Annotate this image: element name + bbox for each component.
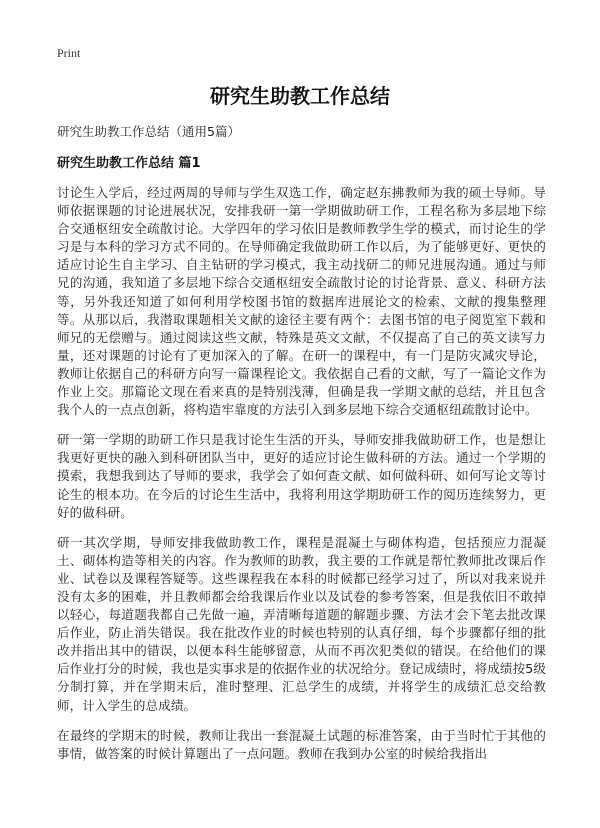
document-subtitle: 研究生助教工作总结（通用5篇） <box>57 124 240 139</box>
paragraph: 研一其次学期，导师安排我做助教工作，课程是混凝土与砌体构造，包括预应力混凝土、砌体构造等相关的内容。作为教师的助教，我主要的工作就是帮忙教师批改课后作业、试卷以及课程答疑等。这些课程我在本科的时候都已经学习过了，所以对我来说并没有太多的困难，并且教师都会给我课后作业以及试卷的参考答案，但是我依旧不敢掉以轻心，每道题我都自己先做一遍，弄清晰每道题的解题步骤、方法才会下笔去批改课后作业，防止消失错误。我在批改作业的时候也特别的认真仔细，每个步骤都仔细的批改并指出其中的错误，以便本科生能够留意，从而不再次犯类似的错误。在给他们的课后作业打分的时候，我也是实事求是的依据作业的状况给分。登记成绩时，将成绩按5级分制打算，并在学期末后，准时整理、汇总学生的成绩，并将学生的成绩汇总交给教师，计入学生的总成绩。 <box>57 534 546 713</box>
paragraph: 讨论生入学后，经过两周的导师与学生双选工作，确定赵东拂教师为我的硕士导师。导师依据课题的讨论进展状况，安排我研一第一学期做助研工作，工程名称为多层地下综合交通枢纽安全疏散讨论。大学四年的学习依旧是教师教学生学的模式，而讨论生的学习是与本科的学习方式不同的。在导师确定我做助研工作以后，为了能够更好、更快的适应讨论生自主学习、自主钻研的学习模式，我主动找研二的师兄进展沟通。通过与师兄的沟通，我知道了多层地下综合交通枢纽安全疏散讨论的讨论背景、意义、科研方法等，另外我还知道了如何利用学校图书馆的数据库进展论文的检索、文献的搜集整理等。从那以后，我潜取课题相关文献的途径主要有两个：去图书馆的电子阅览室下载和师兄的无偿赠与。通过阅读这些文献，特殊是英文文献，不仅提高了自己的英文读写力量，还对课题的讨论有了更加深入的了解。在研一的课程中，有一门是防灾减灾导论，教师让依据自己的科研方向写一篇课程论文。我依据自己看的文献，写了一篇论文作为作业上交。那篇论文现在看来真的是特别浅薄，但确是我一学期文献的总结，并且包含我个人的一点点创新，将构造牢靠度的方法引入到多层地下综合交通枢纽疏散讨论中。 <box>57 185 546 418</box>
paragraph: 在最终的学期末的时候，教师让我出一套混凝土试题的标准答案，由于当时忙于其他的事情，做答案的时候计算题出了一点问题。教师在我到办公室的时候给我指出 <box>57 727 546 761</box>
print-label[interactable]: Print <box>57 46 81 60</box>
section-heading: 研究生助教工作总结 篇1 <box>57 156 201 171</box>
paragraph: 研一第一学期的助研工作只是我讨论生生活的开头，导师安排我做助研工作，也是想让我更好更快的融入到科研团队当中，更好的适应讨论生做科研的方法。通过一个学期的摸索，我想我到达了导师的要求，我学会了如何查文献、如何做科研、如何写论文等讨论生的根本功。在今后的讨论生生活中，我将利用这学期助研工作的阅历连续努力，更好的做科研。 <box>57 432 546 520</box>
document-body <box>57 184 546 775</box>
document-title: 研究生助教工作总结 <box>210 84 390 108</box>
